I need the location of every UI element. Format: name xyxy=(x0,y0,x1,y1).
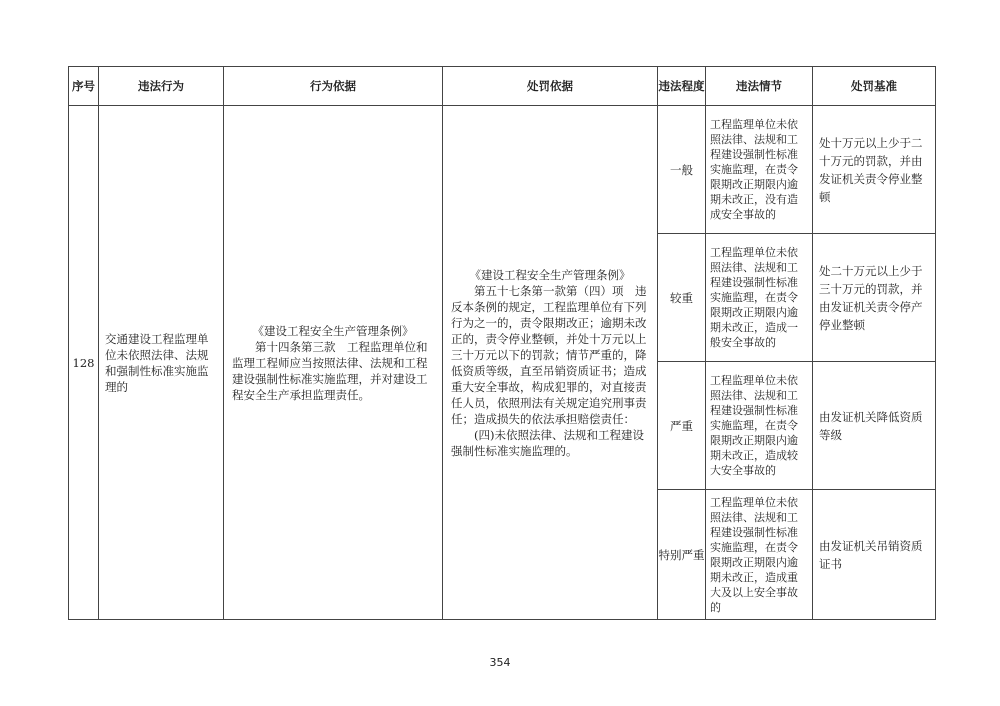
penalty-text: 第五十七条第一款第（四）项 违反本条例的规定，工程监理单位有下列行为之一的，责令限期改正；逾期未改正的，责令停业整顿，并处十万元以上三十万元以下的罚款；情节严重的，降低资质等级，直至吊销资质证书；造成重大安全事故，构成犯罪的，对直接责任人员，依照刑法有关规定追究刑事责任；造成损失的依法承担赔偿责任： xyxy=(451,283,647,426)
basis-cell xyxy=(224,106,443,620)
basis-text: 第十四条第三款 工程监理单位和监理工程师应当按照法律、法规和工程建设强制性标准实施监理，并对建设工程安全生产承担监理责任。 xyxy=(232,339,428,402)
table-row xyxy=(69,106,936,234)
standard-cell: 处二十万元以上少于三十万元的罚款，并由发证机关责令停产停业整顿 xyxy=(813,234,936,362)
standard-cell: 由发证机关降低资质等级 xyxy=(813,362,936,490)
degree-cell: 特别严重 xyxy=(658,490,706,620)
circumstance-cell: 工程监理单位未依照法律、法规和工程建设强制性标准实施监理，在责令限期改正期限内逾期未改正，造成较大安全事故的 xyxy=(706,362,813,490)
penalty-title: 《建设工程安全生产管理条例》 xyxy=(469,267,631,282)
circumstance-cell: 工程监理单位未依照法律、法规和工程建设强制性标准实施监理，在责令限期改正期限内逾期未改正，造成重大及以上安全事故的 xyxy=(706,490,813,620)
degree-cell: 严重 xyxy=(658,362,706,490)
circumstance-cell: 工程监理单位未依照法律、法规和工程建设强制性标准实施监理，在责令限期改正期限内逾期未改正，造成一般安全事故的 xyxy=(706,234,813,362)
header-seq: 序号 xyxy=(69,67,99,106)
header-standard: 处罚基准 xyxy=(813,67,936,106)
header-act: 违法行为 xyxy=(99,67,224,106)
penalty-table xyxy=(68,66,936,620)
standard-cell: 处十万元以上少于二十万元的罚款，并由发证机关责令停业整顿 xyxy=(813,106,936,234)
penalty-cell xyxy=(443,106,658,620)
basis-title: 《建设工程安全生产管理条例》 xyxy=(252,323,414,338)
standard-cell: 由发证机关吊销资质证书 xyxy=(813,490,936,620)
header-basis: 行为依据 xyxy=(224,67,443,106)
header-row xyxy=(69,67,936,106)
header-penalty: 处罚依据 xyxy=(443,67,658,106)
penalty-item: (四)未依照法律、法规和工程建设强制性标准实施监理的。 xyxy=(451,427,644,458)
degree-cell: 一般 xyxy=(658,106,706,234)
header-circumstance: 违法情节 xyxy=(706,67,813,106)
degree-cell: 较重 xyxy=(658,234,706,362)
header-degree: 违法程度 xyxy=(658,67,706,106)
row-number: 128 xyxy=(69,106,99,620)
circumstance-cell: 工程监理单位未依照法律、法规和工程建设强制性标准实施监理，在责令限期改正期限内逾期未改正，没有造成安全事故的 xyxy=(706,106,813,234)
page-number: 354 xyxy=(489,656,511,669)
violation-cell: 交通建设工程监理单位未依照法律、法规和强制性标准实施监理的 xyxy=(99,106,224,620)
